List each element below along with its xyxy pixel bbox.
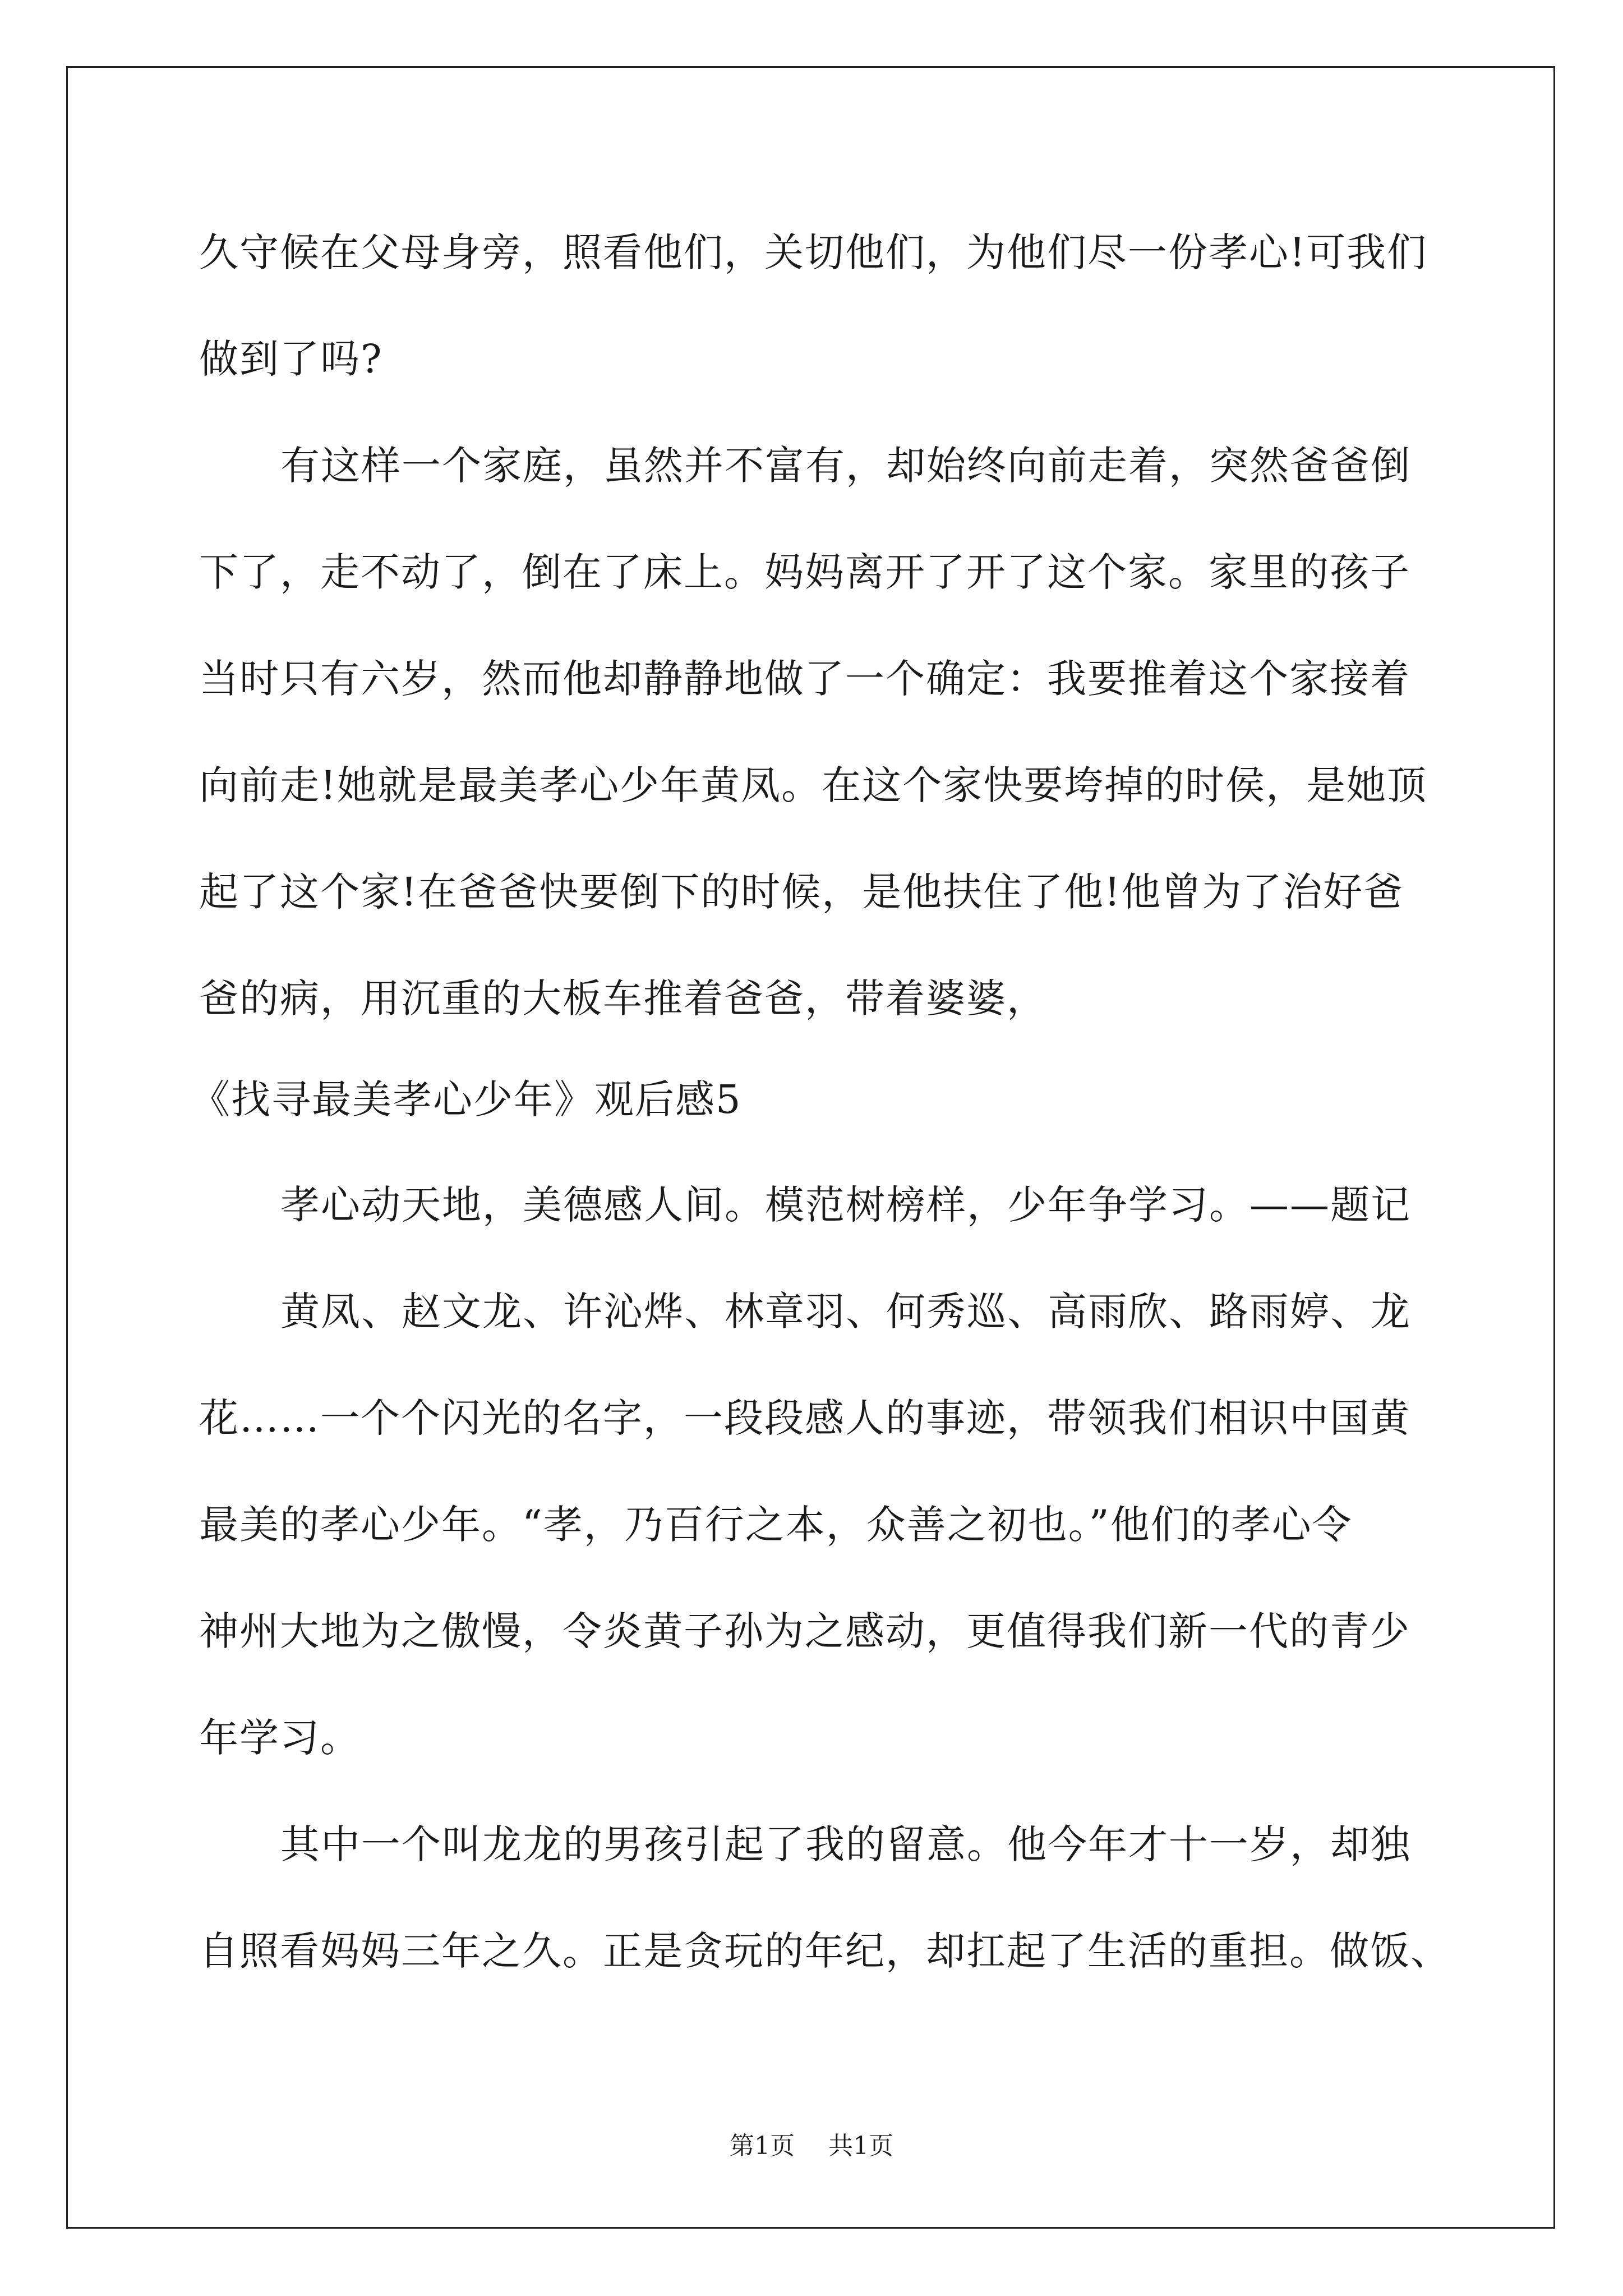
text-line: 下了，走不动了，倒在了床上。妈妈离开了开了这个家。家里的孩子	[199, 549, 1410, 595]
text-line: 久守候在父母身旁，照看他们，关切他们，为他们尽一份孝心!可我们	[199, 229, 1428, 275]
text-line: 最美的孝心少年。“孝，乃百行之本，众善之初也。”他们的孝心令	[199, 1502, 1353, 1548]
text-line: 起了这个家!在爸爸快要倒下的时候，是他扶住了他!他曾为了治好爸	[199, 869, 1404, 915]
epigraph-line: 孝心动天地，美德感人间。模范树榜样，少年争学习。——题记	[280, 1182, 1411, 1228]
text-line: 当时只有六岁，然而他却静静地做了一个确定：我要推着这个家接着	[199, 656, 1410, 702]
page-border	[66, 66, 1555, 2229]
text-line: 向前走!她就是最美孝心少年黄凤。在这个家快要垮掉的时侯，是她顶	[199, 762, 1428, 808]
text-line: 神州大地为之傲慢，令炎黄子孙为之感动，更值得我们新一代的青少	[199, 1608, 1410, 1654]
page-number: 第1页	[730, 2132, 795, 2160]
text-line: 做到了吗?	[199, 336, 383, 382]
text-line: 年学习。	[199, 1715, 361, 1761]
total-pages: 共1页	[828, 2132, 893, 2160]
section-heading: 《找寻最美孝心少年》观后感5	[191, 1076, 742, 1122]
paragraph-start-line: 有这样一个家庭，虽然并不富有，却始终向前走着，突然爸爸倒	[280, 443, 1411, 489]
paragraph-start-line: 其中一个叫龙龙的男孩引起了我的留意。他今年才十一岁，却独	[280, 1821, 1411, 1867]
text-line: 花……一个个闪光的名字，一段段感人的事迹，带领我们相识中国黄	[199, 1395, 1410, 1441]
text-line: 爸的病，用沉重的大板车推着爸爸，带着婆婆，	[199, 976, 1047, 1022]
page-footer	[0, 2129, 1623, 2163]
text-line: 自照看妈妈三年之久。正是贪玩的年纪，却扛起了生活的重担。做饭、	[199, 1928, 1451, 1974]
paragraph-start-line: 黄凤、赵文龙、许沁烨、林章羽、何秀巡、高雨欣、路雨婷、龙	[280, 1289, 1411, 1335]
